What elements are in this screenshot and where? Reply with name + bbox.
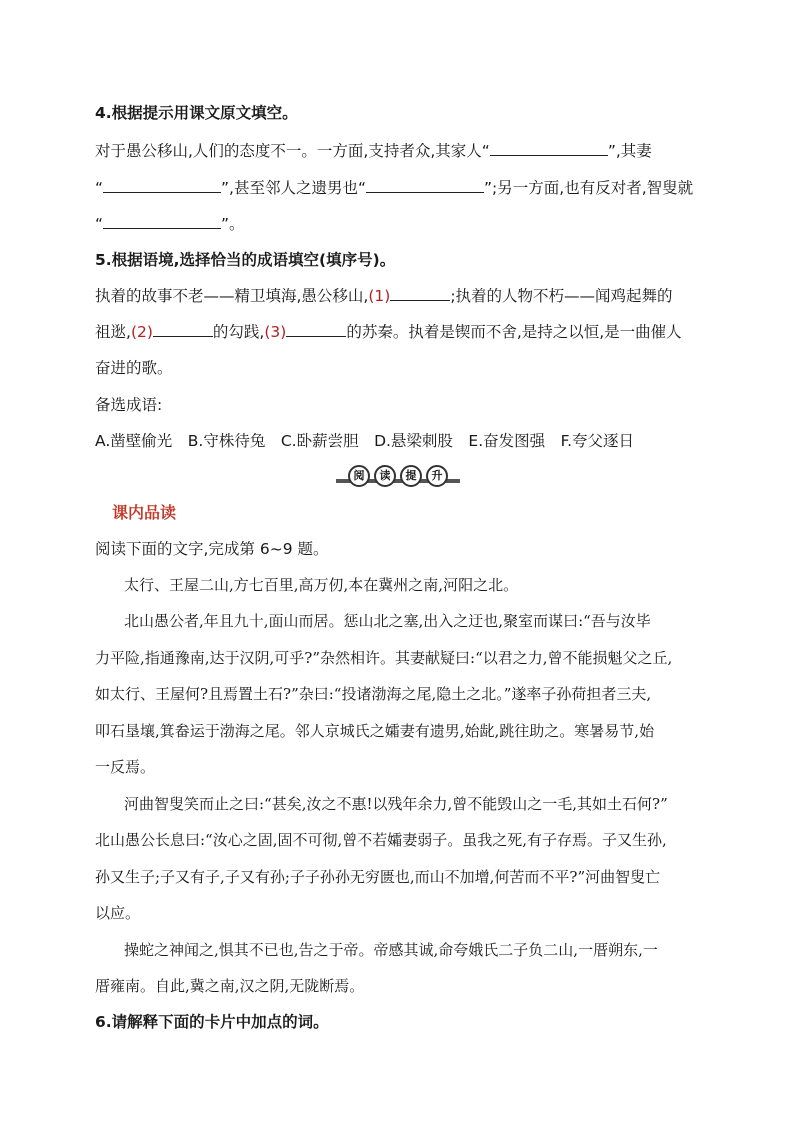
q4-text: ”。 bbox=[221, 215, 245, 233]
banner-char: 读 bbox=[374, 465, 396, 487]
q5-line-1 bbox=[95, 286, 673, 306]
passage-line: 以应。 bbox=[95, 904, 141, 922]
q5-text: 祖逖, bbox=[95, 323, 131, 341]
q5-line-2 bbox=[95, 322, 682, 342]
q5-text: 的勾践, bbox=[212, 323, 265, 341]
q4-blank-3[interactable] bbox=[366, 178, 484, 193]
passage-line: 河曲智叟笑而止之曰:“甚矣,汝之不惠!以残年余力,曾不能毁山之一毛,其如土石何?” bbox=[124, 795, 668, 813]
q4-text: “ bbox=[95, 179, 104, 197]
passage-line: 孙又生子;子又有子,子又有孙;子子孙孙无穷匮也,而山不加增,何苦而不平?”河曲智叟亡 bbox=[95, 868, 661, 886]
passage-line: 操蛇之神闻之,惧其不已也,告之于帝。帝感其诚,命夸娥氏二子负二山,一厝朔东,一 bbox=[124, 941, 658, 959]
q5-text: 执着的故事不老——精卫填海,愚公移山, bbox=[95, 287, 369, 305]
q6-title: 6.请解释下面的卡片中加点的词。 bbox=[95, 1013, 329, 1031]
passage-line: 如太行、王屋何?且焉置土石?”杂曰:“投诸渤海之尾,隐土之北。”遂率子孙荷担者三夫, bbox=[95, 685, 652, 703]
q4-blank-2[interactable] bbox=[103, 178, 221, 193]
q4-text: ”;另一方面,也有反对者,智叟就 bbox=[484, 179, 694, 197]
q4-blank-4[interactable] bbox=[103, 214, 221, 229]
banner-char: 升 bbox=[426, 465, 448, 487]
q5-number-2: (2) bbox=[130, 323, 153, 341]
q5-text: 的苏秦。执着是锲而不舍,是持之以恒,是一曲催人 bbox=[346, 323, 682, 341]
q4-text: ”,其妻 bbox=[607, 142, 652, 160]
banner-char: 阅 bbox=[348, 465, 370, 487]
q4-line-2 bbox=[95, 178, 693, 198]
q5-blank-2[interactable] bbox=[153, 322, 213, 337]
q5-number-1: (1) bbox=[368, 287, 391, 305]
q4-line-3 bbox=[95, 214, 245, 234]
q5-number-3: (3) bbox=[264, 323, 287, 341]
q5-blank-3[interactable] bbox=[286, 322, 346, 337]
q4-text: “ bbox=[95, 215, 104, 233]
q5-options: A.凿壁偷光 B.守株待兔 C.卧薪尝胆 D.悬梁刺股 E.奋发图强 F.夸父逐日 bbox=[95, 432, 635, 450]
section-title: 课内品读 bbox=[112, 503, 177, 522]
passage-line: 北山愚公长息曰:“汝心之固,固不可彻,曾不若孀妻弱子。虽我之死,有子存焉。子又生孙, bbox=[95, 831, 667, 849]
passage-line: 叩石垦壤,箕畚运于渤海之尾。邻人京城氏之孀妻有遗男,始龀,跳往助之。寒暑易节,始 bbox=[95, 722, 655, 740]
banner-char: 提 bbox=[400, 465, 422, 487]
reading-section-banner bbox=[336, 468, 460, 484]
passage-paragraph-1: 太行、王屋二山,方七百里,高万仞,本在冀州之南,河阳之北。 bbox=[124, 576, 519, 594]
reading-intro: 阅读下面的文字,完成第 6~9 题。 bbox=[95, 540, 329, 558]
q5-title: 5.根据语境,选择恰当的成语填空(填序号)。 bbox=[95, 251, 396, 269]
q4-blank-1[interactable] bbox=[490, 141, 608, 156]
q4-line-1 bbox=[95, 141, 652, 161]
q5-options-label: 备选成语: bbox=[95, 396, 163, 414]
passage-line: 力平险,指通豫南,达于汉阴,可乎?”杂然相许。其妻献疑曰:“以君之力,曾不能损魁父之丘, bbox=[95, 649, 673, 667]
q5-text: ;执着的人物不朽——闻鸡起舞的 bbox=[450, 287, 673, 305]
q4-text: ”,甚至邻人之遗男也“ bbox=[221, 179, 367, 197]
passage-line: 一反焉。 bbox=[95, 758, 156, 776]
q4-text: 对于愚公移山,人们的态度不一。一方面,支持者众,其家人“ bbox=[95, 142, 490, 160]
passage-line: 厝雍南。自此,冀之南,汉之阴,无陇断焉。 bbox=[95, 977, 365, 995]
q5-blank-1[interactable] bbox=[390, 286, 450, 301]
passage-line: 北山愚公者,年且九十,面山而居。惩山北之塞,出入之迂也,聚室而谋曰:“吾与汝毕 bbox=[124, 612, 651, 630]
q5-line-3: 奋进的歌。 bbox=[95, 359, 173, 377]
q4-title: 4.根据提示用课文原文填空。 bbox=[95, 104, 298, 122]
